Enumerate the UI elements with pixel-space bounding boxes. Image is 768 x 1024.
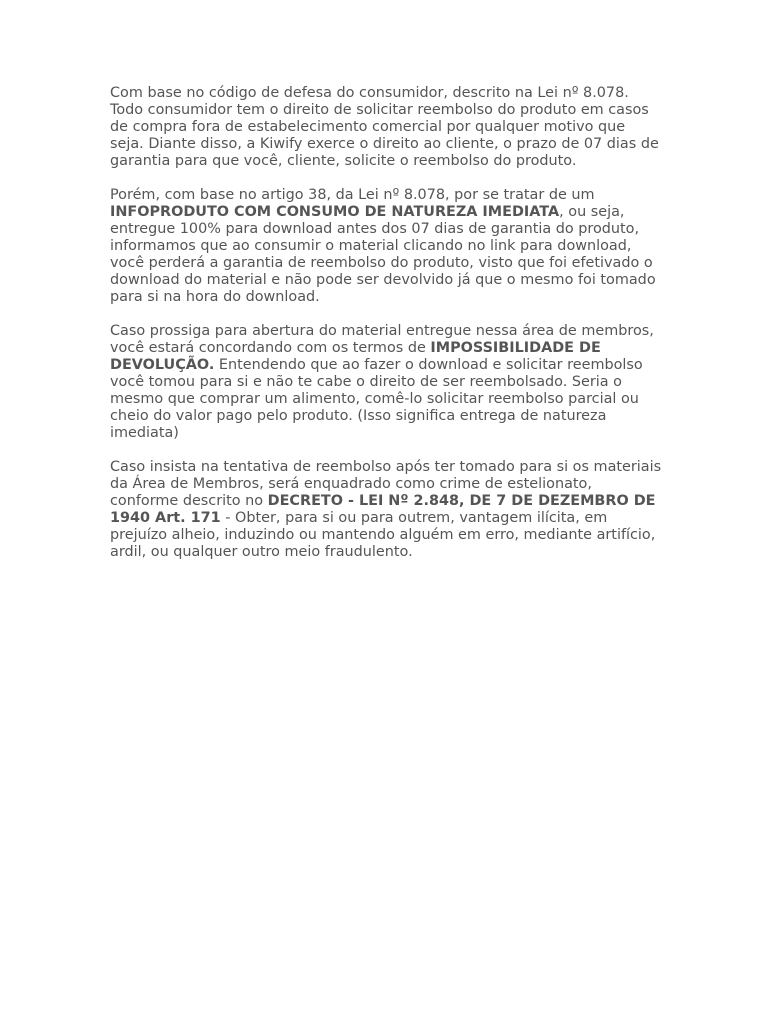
paragraph-text: - Obter, para si ou para outrem, vantagem ilícita, em prejuízo alheio, induzindo ou mantendo alguém em erro, mediante artifício, ardil, ou qualquer outro meio fraudulento. [110, 510, 656, 560]
emphasis-no-return: IMPOSSIBILIDADE DE DEVOLUÇÃO. [110, 340, 601, 373]
document-body [110, 85, 662, 561]
paragraph-text: Caso prossiga para abertura do material entregue nessa área de membros, você estará concordando com os termos de [110, 323, 654, 356]
emphasis-infoproduct: INFOPRODUTO COM CONSUMO DE NATUREZA IMEDIATA [110, 204, 560, 220]
paragraph-infoproduct [110, 187, 662, 306]
paragraph-text: Porém, com base no artigo 38, da Lei nº 8.078, por se tratar de um [110, 187, 595, 203]
emphasis-decree: DECRETO - LEI Nº 2.848, DE 7 DE DEZEMBRO DE 1940 Art. 171 [110, 493, 656, 526]
paragraph-text: Entendendo que ao fazer o download e solicitar reembolso você tomou para si e não te cabe o direito de ser reembolsado. Seria o mesmo que comprar um alimento, comê-lo solicitar reembolso parcial ou cheio do valor pago pelo produto. (Isso significa entrega de natureza imediata) [110, 357, 643, 441]
paragraph-no-return [110, 323, 662, 442]
paragraph-text: Com base no código de defesa do consumidor, descrito na Lei nº 8.078. Todo consumidor tem o direito de solicitar reembolso do produto em casos de compra fora de estabelecimento comercial por qualquer motivo que seja. Diante disso, a Kiwify exerce o direito ao cliente, o prazo de 07 dias de garantia para que você, cliente, solicite o reembolso do produto. [110, 85, 659, 169]
paragraph-fraud-warning [110, 459, 662, 561]
paragraph-consumer-rights [110, 85, 662, 170]
paragraph-text: Caso insista na tentativa de reembolso após ter tomado para si os materiais da Área de Membros, será enquadrado como crime de estelionato, conforme descrito no [110, 459, 662, 509]
paragraph-text: , ou seja, entregue 100% para download antes dos 07 dias de garantia do produto, informamos que ao consumir o material clicando no link para download, você perderá a garantia de reembolso do produto, visto que foi efetivado o download do material e não pode ser devolvido já que o mesmo foi tomado para si na hora do download. [110, 204, 656, 305]
